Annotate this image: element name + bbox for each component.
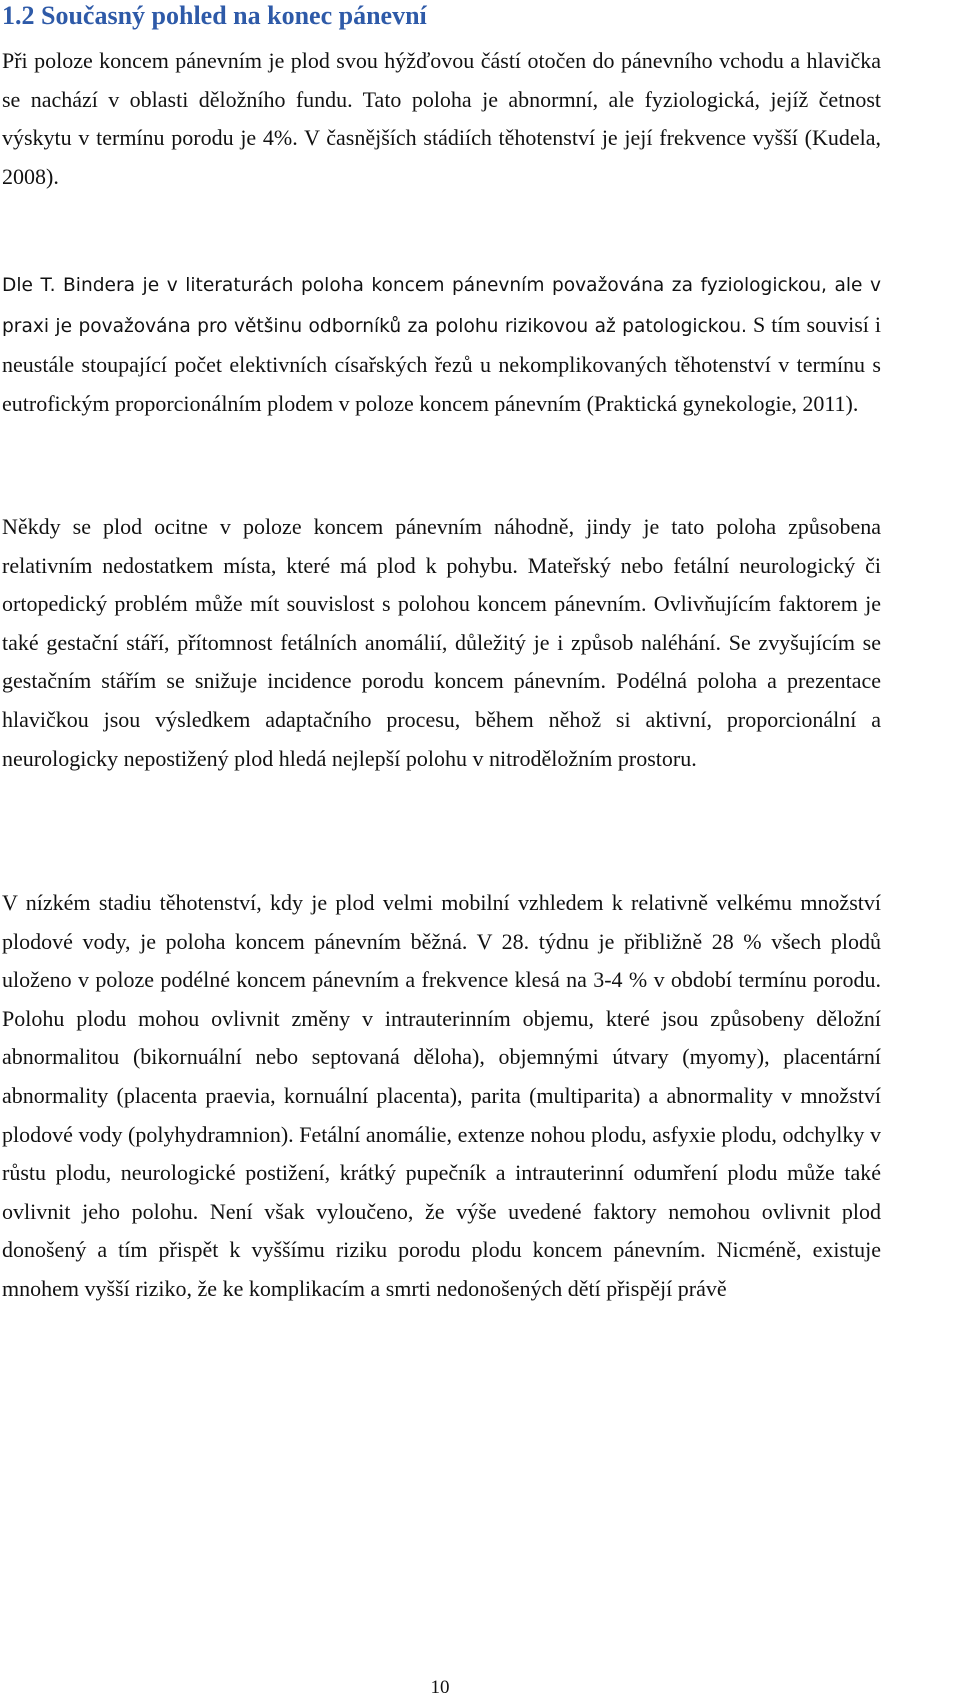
section-heading: 1.2 Současný pohled na konec pánevní xyxy=(2,1,427,30)
page-number: 10 xyxy=(430,1677,450,1698)
paragraph-2-part-a: Dle T. Bindera je v literaturách poloha koncem pánevním považována za fyziologickou, ale v praxi je považována pro většinu odborníků za polohu rizikovou až patologickou. xyxy=(2,275,881,337)
paragraph-1: Při poloze koncem pánevním je plod svou hýžďovou částí otočen do pánevního vchodu a hlavička se nachází v oblasti děložního fundu. Tato poloha je abnormní, ale fyziologická, jejíž četnost výskytu v termínu porodu je 4%. V časnějších stádiích těhotenství je její frekvence vyšší (Kudela, 2008). xyxy=(2,48,881,189)
paragraph-2-part-b: S tím souvisí i neustále stoupající počet elektivních císařských řezů u nekomplikovaných těhotenství v termínu s eutrofickým proporcionálním plodem v poloze koncem pánevním (Praktická gynekologie, 2011). xyxy=(2,311,881,416)
paragraph-3: Někdy se plod ocitne v poloze koncem pánevním náhodně, jindy je tato poloha způsobena relativním nedostatkem místa, které má plod k pohybu. Mateřský nebo fetální neurologický či ortopedický problém může mít souvislost s polohou koncem pánevním. Ovlivňujícím faktorem je také gestační stáří, přítomnost fetálních anomálií, důležitý je i způsob naléhání. Se zvyšujícím se gestačním stářím se snižuje incidence porodu koncem pánevním. Podélná poloha a prezentace hlavičkou jsou výsledkem adaptačního procesu, během něhož si aktivní, proporcionální a neurologicky nepostižený plod hledá nejlepší polohu v nitroděložním prostoru. xyxy=(2,514,881,771)
paragraph-2 xyxy=(2,265,881,423)
paragraph-4: V nízkém stadiu těhotenství, kdy je plod velmi mobilní vzhledem k relativně velkému množství plodové vody, je poloha koncem pánevním běžná. V 28. týdnu je přibližně 28 % všech plodů uloženo v poloze podélné koncem pánevním a frekvence klesá na 3-4 % v období termínu porodu. Polohu plodu mohou ovlivnit změny v intrauterinním objemu, které jsou způsobeny děložní abnormalitou (bikornuální nebo septovaná děloha), objemnými útvary (myomy), placentární abnormality (placenta praevia, kornuální placenta), parita (multiparita) a abnormality v množství plodové vody (polyhydramnion). Fetální anomálie, extenze nohou plodu, asfyxie plodu, odchylky v růstu plodu, neurologické postižení, krátký pupečník a intrauterinní odumření plodu může také ovlivnit jeho polohu. Není však vyloučeno, že výše uvedené faktory nemohou ovlivnit plod donošený a tím přispět k vyššímu riziku porodu plodu koncem pánevním. Nicméně, existuje mnohem vyšší riziko, že ke komplikacím a smrti nedonošených dětí přispějí právě xyxy=(2,890,881,1301)
